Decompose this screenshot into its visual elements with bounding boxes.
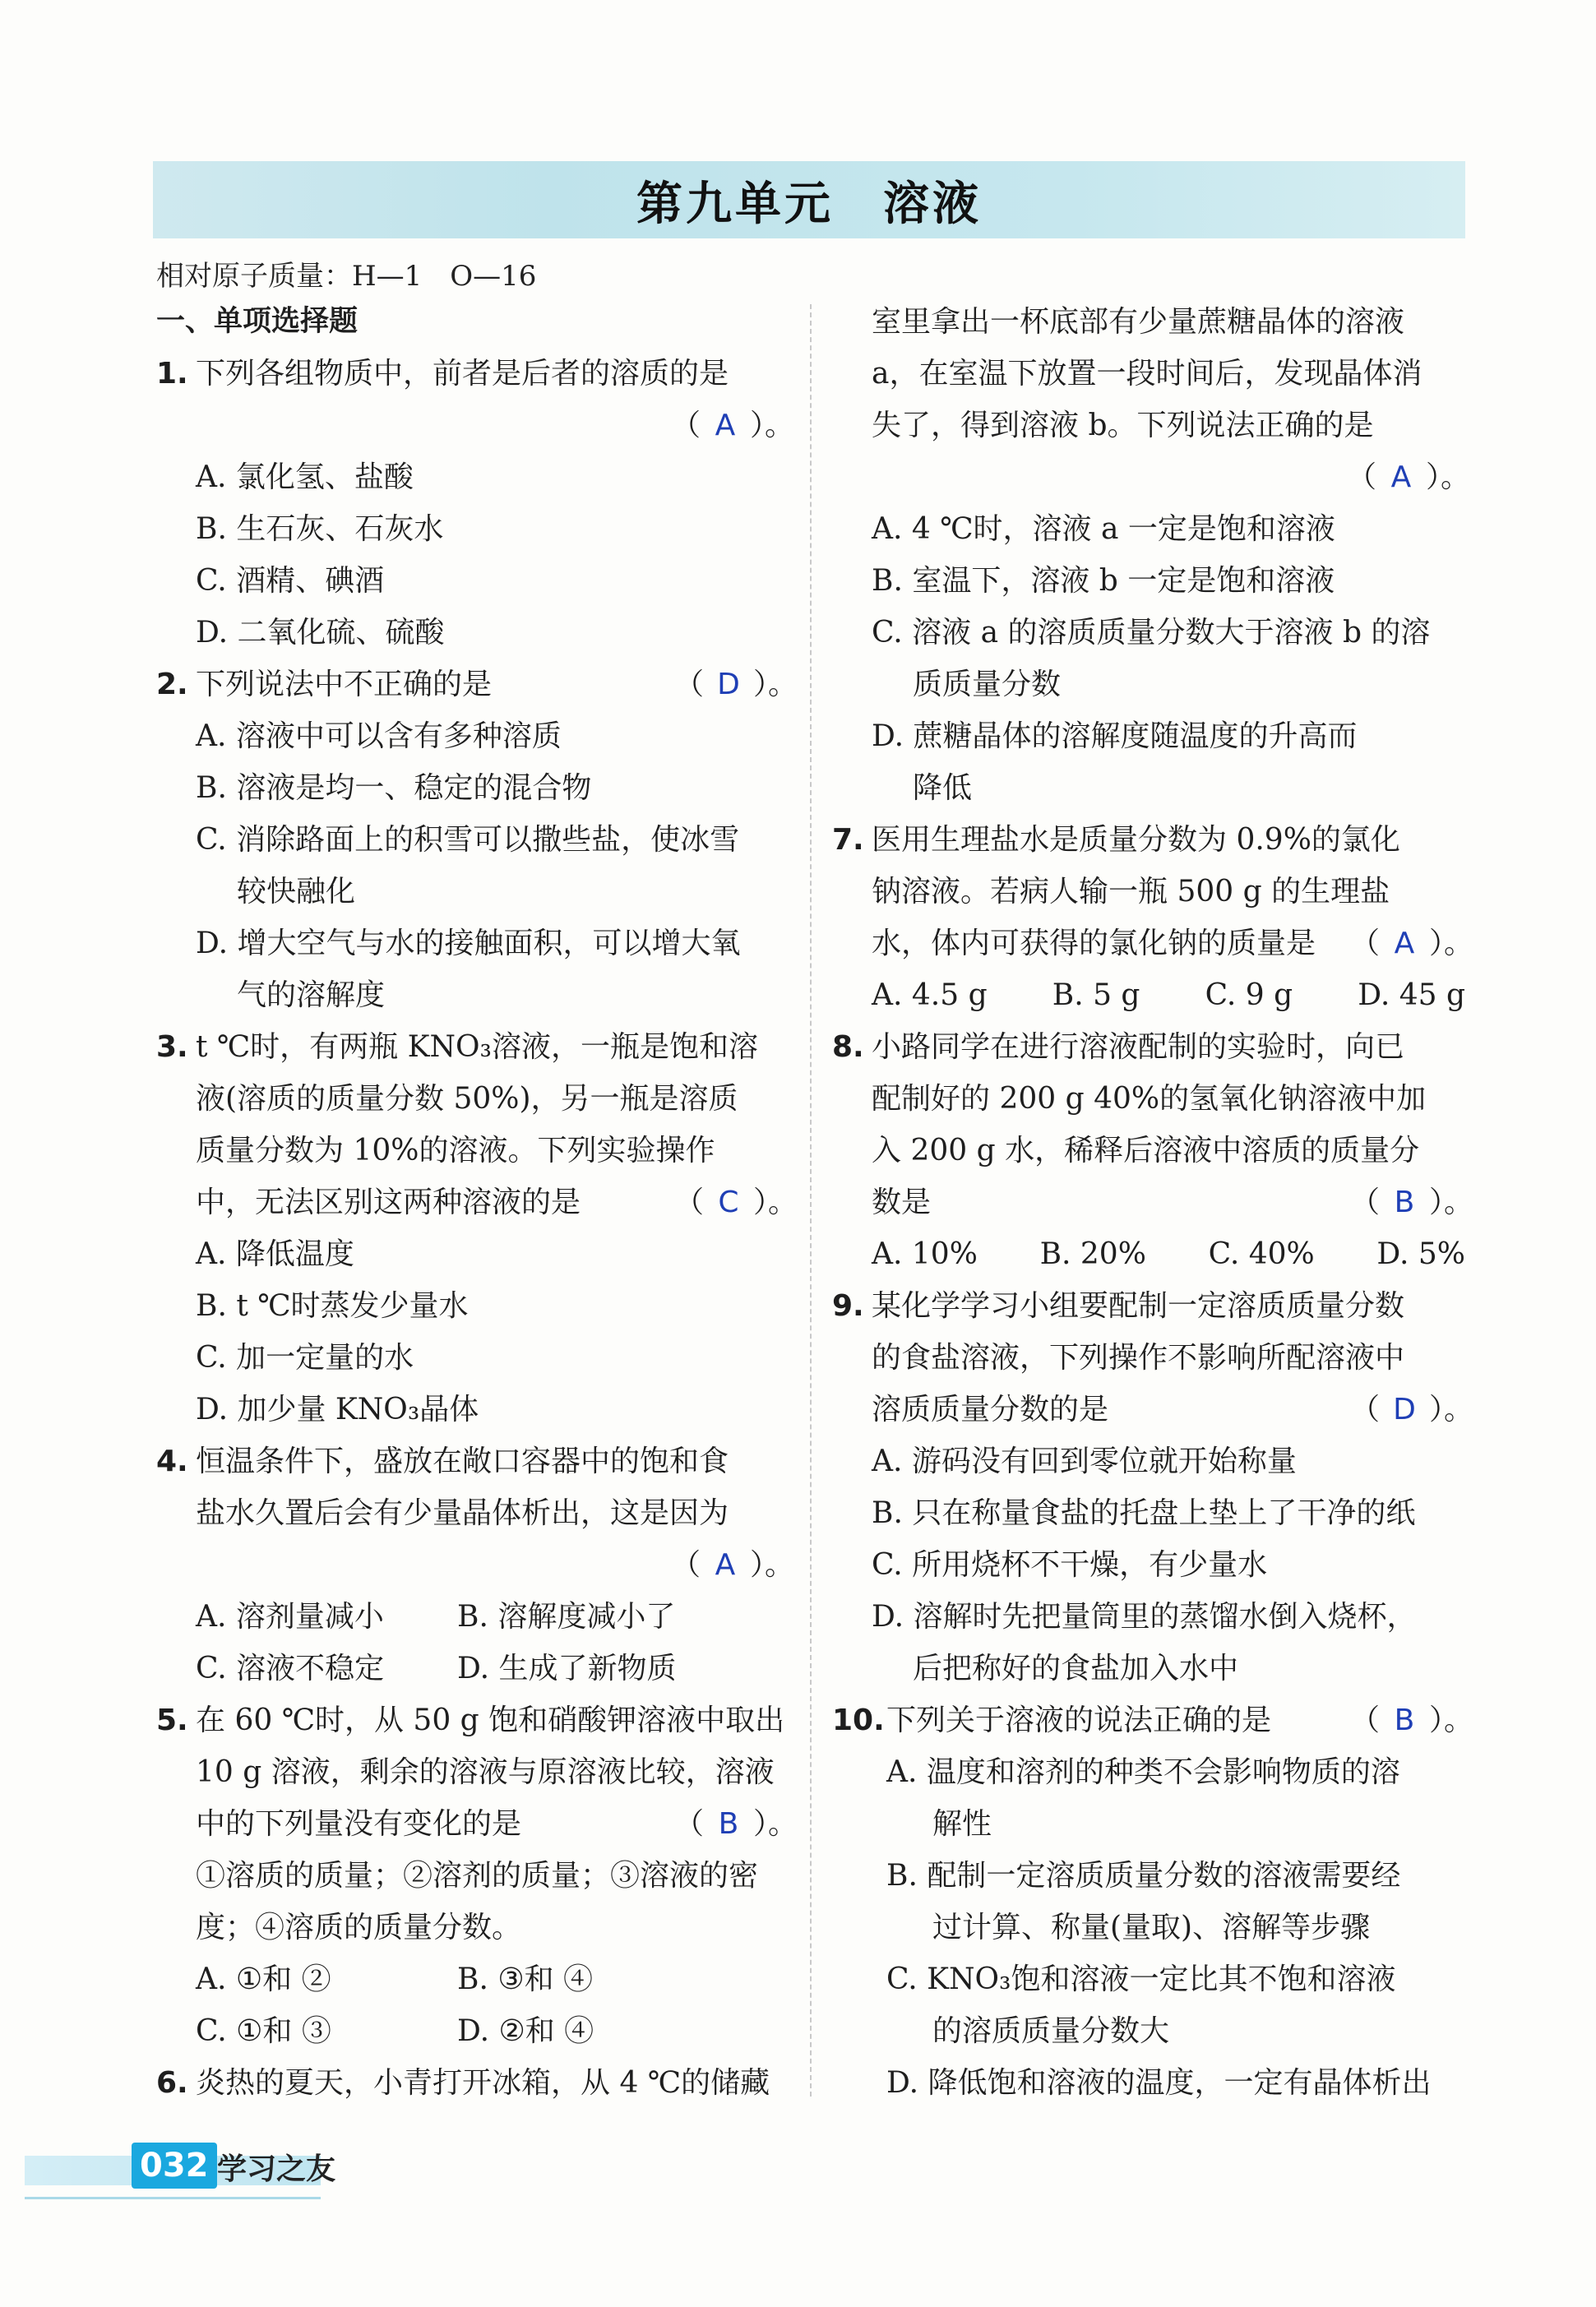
- page-number: 032: [132, 2143, 217, 2189]
- right-column: [832, 296, 1473, 2109]
- option: D. 生成了新物质: [457, 1652, 677, 1685]
- option-continuation: 的溶质质量分数大: [932, 2014, 1170, 2048]
- option: A. 溶剂量减小: [196, 1600, 384, 1634]
- option: D. 蔗糖晶体的溶解度随温度的升高而: [872, 719, 1358, 753]
- answer-mark: A: [715, 1548, 736, 1582]
- option: D. 5%: [1376, 1237, 1465, 1271]
- option: B. 溶解度减小了: [457, 1600, 676, 1634]
- question-stem: 质量分数为 10%的溶液。下列实验操作: [196, 1134, 715, 1167]
- option-continuation: 降低: [913, 771, 973, 805]
- answer-mark: D: [1393, 1393, 1416, 1426]
- question-2: [156, 659, 798, 1021]
- question-4: [156, 1436, 798, 1694]
- question-stem: t ℃时，有两瓶 KNO₃溶液，一瓶是饱和溶: [196, 1030, 758, 1064]
- question-5: [156, 1694, 798, 2057]
- option: B. 5 g: [1052, 978, 1140, 1012]
- answer-bracket: （ D ）。: [674, 659, 798, 710]
- option: A. ①和 ②: [196, 1963, 331, 1996]
- option-continuation: 较快融化: [237, 875, 356, 908]
- question-stem: 小路同学在进行溶液配制的实验时，向已: [872, 1030, 1405, 1064]
- section-heading: 一、单项选择题: [156, 305, 359, 338]
- option: D. 降低饱和溶液的温度，一定有晶体析出: [886, 2066, 1432, 2100]
- option: A. 温度和溶剂的种类不会影响物质的溶: [886, 1755, 1400, 1789]
- option: C. 加一定量的水: [196, 1341, 414, 1375]
- question-stem: a，在室温下放置一段时间后，发现晶体消: [872, 357, 1423, 391]
- answer-bracket: （ B ）。: [1350, 1694, 1473, 1746]
- option: D. 溶解时先把量筒里的蒸馏水倒入烧杯，: [872, 1600, 1417, 1634]
- option: C. 所用烧杯不干燥，有少量水: [872, 1548, 1268, 1582]
- question-number: 8.: [832, 1030, 864, 1064]
- book-title: 学习之友: [217, 2152, 336, 2186]
- option: A. 降低温度: [196, 1237, 354, 1271]
- answer-mark: B: [1394, 1186, 1415, 1219]
- option: D. 加少量 KNO₃晶体: [196, 1393, 479, 1426]
- answer-mark: A: [1390, 460, 1412, 494]
- question-stem: 数是: [872, 1186, 932, 1219]
- option: C. 9 g: [1205, 978, 1293, 1012]
- answer-mark: D: [717, 668, 740, 701]
- option: C. KNO₃饱和溶液一定比其不饱和溶液: [886, 1963, 1396, 1996]
- question-3: [156, 1021, 798, 1436]
- question-number: 10.: [832, 1704, 885, 1737]
- option: B. t ℃时蒸发少量水: [196, 1289, 469, 1323]
- answer-mark: A: [1394, 927, 1415, 960]
- option-continuation: 质质量分数: [913, 668, 1062, 701]
- question-6-continued: [832, 296, 1473, 814]
- option-continuation: 解性: [932, 1807, 992, 1841]
- question-9: [832, 1280, 1473, 1694]
- question-stem: 中的下列量没有变化的是: [196, 1807, 522, 1841]
- question-stem: 失了，得到溶液 b。下列说法正确的是: [872, 409, 1374, 442]
- option: C. 消除路面上的积雪可以撒些盐，使冰雪: [196, 823, 740, 857]
- option: B. 生石灰、石灰水: [196, 512, 444, 546]
- option: C. 40%: [1208, 1237, 1315, 1271]
- question-stem: 配制好的 200 g 40%的氢氧化钠溶液中加: [872, 1082, 1427, 1116]
- question-stem: 的食盐溶液，下列操作不影响所配溶液中: [872, 1341, 1405, 1375]
- option: A. 游码没有回到零位就开始称量: [872, 1445, 1297, 1478]
- question-number: 5.: [156, 1704, 188, 1737]
- atomic-mass-note: 相对原子质量：H—1 O—16: [156, 260, 537, 293]
- question-stem: 10 g 溶液，剩余的溶液与原溶液比较，溶液: [196, 1755, 775, 1789]
- question-stem: 中，无法区别这两种溶液的是: [196, 1186, 581, 1219]
- question-stem: 下列关于溶液的说法正确的是: [886, 1704, 1272, 1737]
- option: B. ③和 ④: [457, 1963, 594, 1996]
- question-1: [156, 348, 798, 659]
- question-number: 2.: [156, 668, 188, 701]
- question-stem: 炎热的夏天，小青打开冰箱，从 4 ℃的储藏: [196, 2066, 770, 2100]
- option: C. 酒精、碘酒: [196, 564, 385, 598]
- question-stem: 水，体内可获得的氯化钠的质量是: [872, 927, 1316, 960]
- question-stem: 下列各组物质中，前者是后者的溶质的是: [196, 357, 729, 391]
- option: D. 二氧化硫、硫酸: [196, 616, 445, 650]
- question-number: 6.: [156, 2066, 188, 2100]
- question-stem: 入 200 g 水，稀释后溶液中溶质的质量分: [872, 1134, 1420, 1167]
- question-stem: 室里拿出一杯底部有少量蔗糖晶体的溶液: [872, 305, 1405, 339]
- option: B. 溶液是均一、稳定的混合物: [196, 771, 592, 805]
- question-number: 4.: [156, 1445, 188, 1478]
- option: A. 4 ℃时，溶液 a 一定是饱和溶液: [872, 512, 1335, 546]
- question-stem: 恒温条件下，盛放在敞口容器中的饱和食: [196, 1445, 729, 1478]
- question-number: 7.: [832, 823, 864, 857]
- answer-bracket: （ A ）。: [156, 400, 798, 451]
- question-number: 3.: [156, 1030, 188, 1064]
- answer-mark: B: [718, 1807, 739, 1841]
- question-stem: 下列说法中不正确的是: [196, 668, 493, 701]
- option: D. ②和 ④: [457, 2014, 594, 2048]
- option: A. 氯化氢、盐酸: [196, 460, 414, 494]
- question-stem: 液(溶质的质量分数 50%)，另一瓶是溶质: [196, 1082, 738, 1116]
- question-8: [832, 1021, 1473, 1280]
- option: D. 增大空气与水的接触面积，可以增大氧: [196, 927, 741, 960]
- answer-bracket: （ B ）。: [1350, 1177, 1473, 1228]
- answer-mark: B: [1394, 1704, 1415, 1737]
- option: C. ①和 ③: [196, 2014, 331, 2048]
- question-stem: 某化学学习小组要配制一定溶质质量分数: [872, 1289, 1405, 1323]
- answer-bracket: （ A ）。: [156, 1539, 798, 1591]
- option: A. 10%: [872, 1237, 978, 1271]
- answer-bracket: （ A ）。: [832, 451, 1473, 503]
- column-divider: [810, 304, 812, 2097]
- option-continuation: 后把称好的食盐加入水中: [913, 1652, 1239, 1685]
- question-10: [832, 1694, 1473, 2109]
- option: B. 室温下，溶液 b 一定是饱和溶液: [872, 564, 1335, 598]
- question-stem: 医用生理盐水是质量分数为 0.9%的氯化: [872, 823, 1400, 857]
- option: D. 45 g: [1358, 978, 1465, 1012]
- answer-mark: C: [718, 1186, 739, 1219]
- answer-bracket: （ C ）。: [674, 1177, 798, 1228]
- answer-bracket: （ A ）。: [1350, 918, 1473, 969]
- question-note: ①溶质的质量；②溶剂的质量；③溶液的密: [196, 1859, 759, 1893]
- question-stem: 在 60 ℃时，从 50 g 饱和硝酸钾溶液中取出: [196, 1704, 785, 1737]
- option: C. 溶液 a 的溶质质量分数大于溶液 b 的溶: [872, 616, 1431, 650]
- option: B. 配制一定溶质质量分数的溶液需要经: [886, 1859, 1401, 1893]
- question-stem: 盐水久置后会有少量晶体析出，这是因为: [196, 1496, 729, 1530]
- footer-rule: [25, 2197, 321, 2199]
- page-title: 第九单元 溶液: [636, 178, 982, 231]
- option-continuation: 过计算、称量(量取)、溶解等步骤: [932, 1911, 1371, 1944]
- option: B. 20%: [1039, 1237, 1146, 1271]
- question-6-start: [156, 2057, 798, 2109]
- option: A. 4.5 g: [872, 978, 988, 1012]
- left-column: [156, 296, 798, 2109]
- answer-bracket: （ D ）。: [1350, 1384, 1473, 1436]
- question-number: 1.: [156, 357, 188, 391]
- question-stem: 钠溶液。若病人输一瓶 500 g 的生理盐: [872, 875, 1390, 908]
- question-note: 度；④溶质的质量分数。: [196, 1911, 522, 1944]
- option: C. 溶液不稳定: [196, 1652, 385, 1685]
- question-number: 9.: [832, 1289, 864, 1323]
- title-band: [153, 161, 1465, 238]
- answer-mark: A: [715, 409, 736, 442]
- option-continuation: 气的溶解度: [237, 978, 386, 1012]
- question-stem: 溶质质量分数的是: [872, 1393, 1109, 1426]
- option: A. 溶液中可以含有多种溶质: [196, 719, 562, 753]
- question-7: [832, 814, 1473, 1021]
- answer-bracket: （ B ）。: [674, 1798, 798, 1850]
- option: B. 只在称量食盐的托盘上垫上了干净的纸: [872, 1496, 1416, 1530]
